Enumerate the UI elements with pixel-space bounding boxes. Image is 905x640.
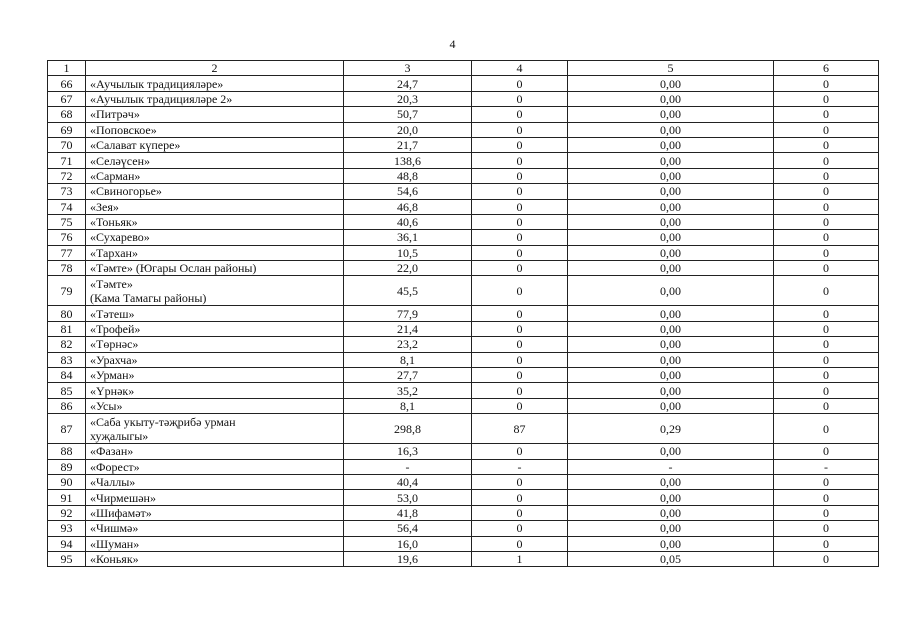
name-line: «Саба укыту-тәҗрибә урман	[90, 414, 236, 429]
col5-cell: 0,00	[568, 168, 774, 183]
table-row	[48, 474, 879, 489]
col4-cell: 0	[472, 368, 568, 383]
col3-cell: 16,0	[344, 536, 472, 551]
row-number-cell: 80	[48, 306, 86, 321]
row-number-cell: 72	[48, 168, 86, 183]
col5-cell: 0,00	[568, 352, 774, 367]
column-header: 4	[472, 61, 568, 76]
col6-cell: 0	[774, 368, 879, 383]
table-row	[48, 505, 879, 520]
table-row	[48, 276, 879, 306]
row-number-cell: 92	[48, 505, 86, 520]
name-cell: «Поповское»	[86, 122, 344, 137]
col6-cell: 0	[774, 536, 879, 551]
row-number-cell: 74	[48, 199, 86, 214]
row-number-cell: 85	[48, 383, 86, 398]
table-row	[48, 321, 879, 336]
name-cell: «Фазан»	[86, 444, 344, 459]
name-cell: «Аучылык традицияләре»	[86, 76, 344, 91]
col5-cell: 0,00	[568, 521, 774, 536]
name-cell: «Тоньяк»	[86, 214, 344, 229]
col6-cell: 0	[774, 505, 879, 520]
table-row	[48, 398, 879, 413]
table-row	[48, 352, 879, 367]
col6-cell: 0	[774, 398, 879, 413]
table-row	[48, 414, 879, 444]
col6-cell: 0	[774, 474, 879, 489]
col3-cell: 21,7	[344, 137, 472, 152]
col3-cell: 45,5	[344, 276, 472, 306]
col5-cell: 0,00	[568, 122, 774, 137]
row-number-cell: 76	[48, 230, 86, 245]
table-row	[48, 245, 879, 260]
name-cell: «Чишмә»	[86, 521, 344, 536]
col3-cell: 50,7	[344, 107, 472, 122]
row-number-cell: 90	[48, 474, 86, 489]
col6-cell: 0	[774, 337, 879, 352]
row-number-cell: 83	[48, 352, 86, 367]
col4-cell: 0	[472, 214, 568, 229]
row-number-cell: 86	[48, 398, 86, 413]
name-cell: «Шифамәт»	[86, 505, 344, 520]
col3-cell: 16,3	[344, 444, 472, 459]
col5-cell: 0,00	[568, 107, 774, 122]
col6-cell: 0	[774, 76, 879, 91]
table-row	[48, 153, 879, 168]
col4-cell: 0	[472, 91, 568, 106]
row-number-cell: 77	[48, 245, 86, 260]
col3-cell: 19,6	[344, 551, 472, 566]
column-header: 3	[344, 61, 472, 76]
col6-cell: 0	[774, 261, 879, 276]
col5-cell: 0,29	[568, 414, 774, 444]
col3-cell: 23,2	[344, 337, 472, 352]
col5-cell: 0,00	[568, 214, 774, 229]
name-cell: «Тәтеш»	[86, 306, 344, 321]
name-cell: «Тәмте» (Югары Ослан районы)	[86, 261, 344, 276]
row-number-cell: 95	[48, 551, 86, 566]
name-line: «Тәмте»	[90, 276, 133, 291]
col3-cell: 22,0	[344, 261, 472, 276]
col6-cell: 0	[774, 137, 879, 152]
table-row	[48, 184, 879, 199]
row-number-cell: 91	[48, 490, 86, 505]
column-header: 2	[86, 61, 344, 76]
row-number-cell: 79	[48, 276, 86, 306]
row-number-cell: 71	[48, 153, 86, 168]
row-number-cell: 73	[48, 184, 86, 199]
name-cell: «Салават күпере»	[86, 137, 344, 152]
col6-cell: 0	[774, 414, 879, 444]
col6-cell: 0	[774, 168, 879, 183]
name-line: (Кама Тамагы районы)	[90, 290, 207, 305]
row-number-cell: 93	[48, 521, 86, 536]
column-header: 1	[48, 61, 86, 76]
row-number-cell: 75	[48, 214, 86, 229]
name-cell: «Чаллы»	[86, 474, 344, 489]
header-row	[48, 61, 879, 76]
col3-cell: 21,4	[344, 321, 472, 336]
col6-cell: 0	[774, 230, 879, 245]
table-row	[48, 199, 879, 214]
page-number: 4	[449, 37, 456, 51]
col4-cell: 0	[472, 398, 568, 413]
col4-cell: 0	[472, 184, 568, 199]
col3-cell: -	[344, 459, 472, 474]
row-number-cell: 87	[48, 414, 86, 444]
col5-cell: 0,00	[568, 276, 774, 306]
col3-cell: 298,8	[344, 414, 472, 444]
col3-cell: 27,7	[344, 368, 472, 383]
col5-cell: 0,00	[568, 91, 774, 106]
table-row	[48, 107, 879, 122]
col5-cell: -	[568, 459, 774, 474]
col5-cell: 0,00	[568, 337, 774, 352]
name-cell	[86, 276, 344, 306]
col3-cell: 8,1	[344, 352, 472, 367]
col4-cell: 0	[472, 337, 568, 352]
col5-cell: 0,00	[568, 153, 774, 168]
table-row	[48, 551, 879, 566]
row-number-cell: 82	[48, 337, 86, 352]
name-cell: «Зея»	[86, 199, 344, 214]
row-number-cell: 88	[48, 444, 86, 459]
col4-cell: 0	[472, 352, 568, 367]
col5-cell: 0,00	[568, 184, 774, 199]
col4-cell: -	[472, 459, 568, 474]
col6-cell: 0	[774, 306, 879, 321]
row-number-cell: 69	[48, 122, 86, 137]
table-row	[48, 137, 879, 152]
col4-cell: 0	[472, 230, 568, 245]
col5-cell: 0,05	[568, 551, 774, 566]
col6-cell: -	[774, 459, 879, 474]
table-row	[48, 337, 879, 352]
name-cell: «Чирмешән»	[86, 490, 344, 505]
row-number-cell: 84	[48, 368, 86, 383]
table-row	[48, 459, 879, 474]
name-cell: «Сухарево»	[86, 230, 344, 245]
table-row	[48, 521, 879, 536]
name-cell	[86, 414, 344, 444]
table-body	[48, 61, 879, 567]
col5-cell: 0,00	[568, 444, 774, 459]
col4-cell: 0	[472, 107, 568, 122]
col3-cell: 138,6	[344, 153, 472, 168]
col5-cell: 0,00	[568, 76, 774, 91]
col3-cell: 48,8	[344, 168, 472, 183]
col5-cell: 0,00	[568, 321, 774, 336]
row-number-cell: 81	[48, 321, 86, 336]
column-header: 5	[568, 61, 774, 76]
name-cell: «Сарман»	[86, 168, 344, 183]
col4-cell: 0	[472, 137, 568, 152]
col3-cell: 20,0	[344, 122, 472, 137]
table-row	[48, 383, 879, 398]
col4-cell: 0	[472, 122, 568, 137]
col4-cell: 0	[472, 383, 568, 398]
col5-cell: 0,00	[568, 199, 774, 214]
row-number-cell: 78	[48, 261, 86, 276]
col4-cell: 0	[472, 245, 568, 260]
col6-cell: 0	[774, 245, 879, 260]
col4-cell: 0	[472, 306, 568, 321]
col3-cell: 54,6	[344, 184, 472, 199]
col5-cell: 0,00	[568, 306, 774, 321]
col4-cell: 0	[472, 444, 568, 459]
col3-cell: 36,1	[344, 230, 472, 245]
col6-cell: 0	[774, 276, 879, 306]
col5-cell: 0,00	[568, 490, 774, 505]
col4-cell: 0	[472, 490, 568, 505]
col4-cell: 0	[472, 505, 568, 520]
col4-cell: 0	[472, 76, 568, 91]
name-cell: «Свиногорье»	[86, 184, 344, 199]
name-cell: «Урман»	[86, 368, 344, 383]
name-cell: «Коньяк»	[86, 551, 344, 566]
col4-cell: 0	[472, 261, 568, 276]
name-cell: «Усы»	[86, 398, 344, 413]
table-row	[48, 214, 879, 229]
table-row	[48, 306, 879, 321]
col4-cell: 0	[472, 168, 568, 183]
table-row	[48, 91, 879, 106]
table-row	[48, 536, 879, 551]
data-table	[47, 60, 879, 567]
col6-cell: 0	[774, 521, 879, 536]
col6-cell: 0	[774, 91, 879, 106]
name-cell: «Форест»	[86, 459, 344, 474]
table-row	[48, 490, 879, 505]
col5-cell: 0,00	[568, 261, 774, 276]
row-number-cell: 67	[48, 91, 86, 106]
col3-cell: 24,7	[344, 76, 472, 91]
col6-cell: 0	[774, 122, 879, 137]
table-row	[48, 444, 879, 459]
col3-cell: 10,5	[344, 245, 472, 260]
name-cell: «Питрәч»	[86, 107, 344, 122]
col6-cell: 0	[774, 444, 879, 459]
col5-cell: 0,00	[568, 536, 774, 551]
name-cell: «Аучылык традицияләре 2»	[86, 91, 344, 106]
col3-cell: 40,4	[344, 474, 472, 489]
col4-cell: 0	[472, 521, 568, 536]
col3-cell: 20,3	[344, 91, 472, 106]
name-cell: «Төрнәс»	[86, 337, 344, 352]
name-cell: «Үрнәк»	[86, 383, 344, 398]
col5-cell: 0,00	[568, 505, 774, 520]
col5-cell: 0,00	[568, 398, 774, 413]
row-number-cell: 66	[48, 76, 86, 91]
col5-cell: 0,00	[568, 230, 774, 245]
col3-cell: 40,6	[344, 214, 472, 229]
col6-cell: 0	[774, 214, 879, 229]
col4-cell: 0	[472, 536, 568, 551]
table-row	[48, 368, 879, 383]
col3-cell: 41,8	[344, 505, 472, 520]
col6-cell: 0	[774, 352, 879, 367]
col4-cell: 1	[472, 551, 568, 566]
col3-cell: 77,9	[344, 306, 472, 321]
col6-cell: 0	[774, 153, 879, 168]
name-cell: «Тархан»	[86, 245, 344, 260]
row-number-cell: 89	[48, 459, 86, 474]
col4-cell: 0	[472, 199, 568, 214]
col6-cell: 0	[774, 184, 879, 199]
col5-cell: 0,00	[568, 137, 774, 152]
col5-cell: 0,00	[568, 474, 774, 489]
col6-cell: 0	[774, 199, 879, 214]
col6-cell: 0	[774, 383, 879, 398]
col6-cell: 0	[774, 321, 879, 336]
row-number-cell: 94	[48, 536, 86, 551]
col6-cell: 0	[774, 551, 879, 566]
col3-cell: 35,2	[344, 383, 472, 398]
table-row	[48, 230, 879, 245]
col5-cell: 0,00	[568, 383, 774, 398]
col3-cell: 46,8	[344, 199, 472, 214]
col3-cell: 8,1	[344, 398, 472, 413]
name-cell: «Селәүсен»	[86, 153, 344, 168]
col5-cell: 0,00	[568, 368, 774, 383]
col3-cell: 53,0	[344, 490, 472, 505]
col6-cell: 0	[774, 107, 879, 122]
name-cell: «Шуман»	[86, 536, 344, 551]
col6-cell: 0	[774, 490, 879, 505]
col4-cell: 0	[472, 474, 568, 489]
col4-cell: 0	[472, 321, 568, 336]
col3-cell: 56,4	[344, 521, 472, 536]
table-row	[48, 122, 879, 137]
col5-cell: 0,00	[568, 245, 774, 260]
name-line: хуҗалыгы»	[90, 428, 149, 443]
name-cell: «Трофей»	[86, 321, 344, 336]
name-cell: «Урахча»	[86, 352, 344, 367]
row-number-cell: 70	[48, 137, 86, 152]
col4-cell: 0	[472, 276, 568, 306]
table-row	[48, 76, 879, 91]
row-number-cell: 68	[48, 107, 86, 122]
table-row	[48, 168, 879, 183]
table-row	[48, 261, 879, 276]
col4-cell: 0	[472, 153, 568, 168]
col4-cell: 87	[472, 414, 568, 444]
column-header: 6	[774, 61, 879, 76]
